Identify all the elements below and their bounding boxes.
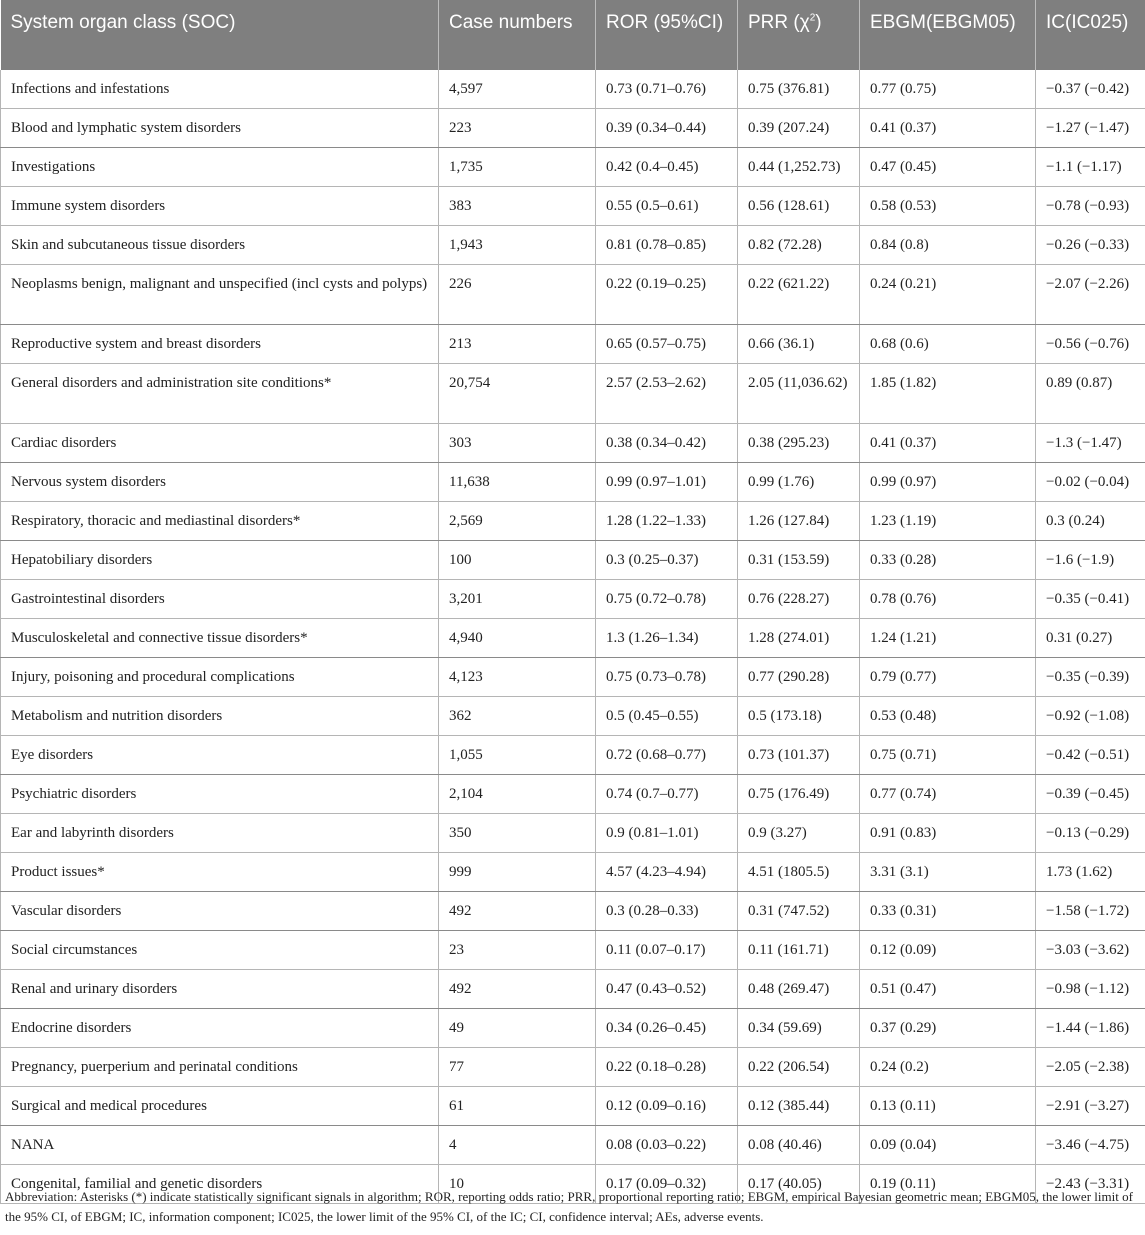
cell-prr: 0.5 (173.18) <box>738 697 860 736</box>
cell-case-numbers: 492 <box>439 892 596 931</box>
cell-ic: −0.98 (−1.12) <box>1036 970 1145 1009</box>
cell-prr: 0.82 (72.28) <box>738 226 860 265</box>
cell-ebgm: 0.78 (0.76) <box>860 580 1036 619</box>
cell-ic: −1.27 (−1.47) <box>1036 109 1145 148</box>
cell-prr: 2.05 (11,036.62) <box>738 364 860 424</box>
cell-ebgm: 0.41 (0.37) <box>860 109 1036 148</box>
cell-prr: 0.39 (207.24) <box>738 109 860 148</box>
cell-prr: 0.22 (621.22) <box>738 265 860 325</box>
cell-ror: 0.5 (0.45–0.55) <box>596 697 738 736</box>
cell-ebgm: 0.99 (0.97) <box>860 463 1036 502</box>
cell-ror: 0.99 (0.97–1.01) <box>596 463 738 502</box>
cell-ebgm: 0.19 (0.11) <box>860 1165 1036 1204</box>
table-row <box>1 226 1145 265</box>
table-row <box>1 109 1145 148</box>
cell-case-numbers: 77 <box>439 1048 596 1087</box>
cell-soc: Congenital, familial and genetic disorders <box>1 1165 439 1204</box>
cell-ic: −0.35 (−0.41) <box>1036 580 1145 619</box>
cell-case-numbers: 4,123 <box>439 658 596 697</box>
cell-ror: 0.3 (0.25–0.37) <box>596 541 738 580</box>
cell-ebgm: 0.68 (0.6) <box>860 325 1036 364</box>
cell-prr: 0.08 (40.46) <box>738 1126 860 1165</box>
cell-case-numbers: 350 <box>439 814 596 853</box>
cell-soc: Ear and labyrinth disorders <box>1 814 439 853</box>
table-row <box>1 364 1145 424</box>
cell-case-numbers: 303 <box>439 424 596 463</box>
cell-soc: Surgical and medical procedures <box>1 1087 439 1126</box>
table-row <box>1 1087 1145 1126</box>
cell-ic: −0.13 (−0.29) <box>1036 814 1145 853</box>
cell-case-numbers: 999 <box>439 853 596 892</box>
cell-prr: 0.73 (101.37) <box>738 736 860 775</box>
cell-soc: Product issues* <box>1 853 439 892</box>
cell-prr: 0.22 (206.54) <box>738 1048 860 1087</box>
cell-ebgm: 1.23 (1.19) <box>860 502 1036 541</box>
cell-ebgm: 0.13 (0.11) <box>860 1087 1036 1126</box>
cell-ebgm: 0.51 (0.47) <box>860 970 1036 1009</box>
cell-ebgm: 0.37 (0.29) <box>860 1009 1036 1048</box>
cell-case-numbers: 61 <box>439 1087 596 1126</box>
table-row <box>1 424 1145 463</box>
cell-ic: 1.73 (1.62) <box>1036 853 1145 892</box>
cell-ic: −0.56 (−0.76) <box>1036 325 1145 364</box>
table-row <box>1 697 1145 736</box>
cell-case-numbers: 362 <box>439 697 596 736</box>
cell-ror: 0.42 (0.4–0.45) <box>596 148 738 187</box>
cell-ic: −3.46 (−4.75) <box>1036 1126 1145 1165</box>
cell-case-numbers: 2,569 <box>439 502 596 541</box>
cell-soc: Reproductive system and breast disorders <box>1 325 439 364</box>
cell-case-numbers: 1,943 <box>439 226 596 265</box>
cell-ror: 0.22 (0.18–0.28) <box>596 1048 738 1087</box>
cell-ror: 0.72 (0.68–0.77) <box>596 736 738 775</box>
cell-ror: 0.08 (0.03–0.22) <box>596 1126 738 1165</box>
cell-ic: 0.31 (0.27) <box>1036 619 1145 658</box>
cell-case-numbers: 492 <box>439 970 596 1009</box>
cell-soc: Investigations <box>1 148 439 187</box>
table-row <box>1 775 1145 814</box>
table-row <box>1 970 1145 1009</box>
table-row <box>1 70 1145 109</box>
table-header-row <box>1 0 1145 70</box>
cell-case-numbers: 4 <box>439 1126 596 1165</box>
cell-prr: 0.44 (1,252.73) <box>738 148 860 187</box>
cell-ebgm: 0.33 (0.31) <box>860 892 1036 931</box>
cell-ror: 0.65 (0.57–0.75) <box>596 325 738 364</box>
cell-ic: −1.6 (−1.9) <box>1036 541 1145 580</box>
table-row <box>1 736 1145 775</box>
cell-soc: Cardiac disorders <box>1 424 439 463</box>
cell-prr: 0.31 (747.52) <box>738 892 860 931</box>
cell-prr: 0.75 (376.81) <box>738 70 860 109</box>
table-row <box>1 931 1145 970</box>
cell-prr: 0.34 (59.69) <box>738 1009 860 1048</box>
cell-ebgm: 0.75 (0.71) <box>860 736 1036 775</box>
table-row <box>1 187 1145 226</box>
cell-ebgm: 0.84 (0.8) <box>860 226 1036 265</box>
cell-case-numbers: 10 <box>439 1165 596 1204</box>
cell-ebgm: 0.24 (0.21) <box>860 265 1036 325</box>
cell-case-numbers: 213 <box>439 325 596 364</box>
table-row <box>1 814 1145 853</box>
cell-soc: Hepatobiliary disorders <box>1 541 439 580</box>
header-case-numbers: Case numbers <box>439 0 596 70</box>
table-footnote: Abbreviation: Asterisks (*) indicate statistically significant signals in algorithm; ROR, reporting odds ratio; PRR, proportional reporting ratio; EBGM, empirical Bayesian geometric mean; EBGM05, the lower limit of the 95% CI, of EBGM; IC, information component; IC025, the lower limit of the 95% CI, of the IC; CI, confidence interval; AEs, adverse events. <box>5 1189 1133 1224</box>
cell-soc: Vascular disorders <box>1 892 439 931</box>
cell-ror: 0.12 (0.09–0.16) <box>596 1087 738 1126</box>
cell-ic: −0.92 (−1.08) <box>1036 697 1145 736</box>
table-row <box>1 325 1145 364</box>
cell-ic: −0.02 (−0.04) <box>1036 463 1145 502</box>
table-row <box>1 1126 1145 1165</box>
cell-ror: 1.28 (1.22–1.33) <box>596 502 738 541</box>
cell-ebgm: 0.09 (0.04) <box>860 1126 1036 1165</box>
table-row <box>1 1009 1145 1048</box>
cell-ror: 0.75 (0.72–0.78) <box>596 580 738 619</box>
cell-case-numbers: 11,638 <box>439 463 596 502</box>
cell-soc: Injury, poisoning and procedural complications <box>1 658 439 697</box>
cell-soc: Blood and lymphatic system disorders <box>1 109 439 148</box>
cell-ic: 0.3 (0.24) <box>1036 502 1145 541</box>
cell-soc: Neoplasms benign, malignant and unspecified (incl cysts and polyps) <box>1 265 439 325</box>
cell-ror: 2.57 (2.53–2.62) <box>596 364 738 424</box>
cell-prr: 0.9 (3.27) <box>738 814 860 853</box>
cell-ic: −1.3 (−1.47) <box>1036 424 1145 463</box>
cell-soc: Eye disorders <box>1 736 439 775</box>
cell-ror: 0.9 (0.81–1.01) <box>596 814 738 853</box>
cell-case-numbers: 383 <box>439 187 596 226</box>
cell-ror: 0.3 (0.28–0.33) <box>596 892 738 931</box>
cell-ror: 0.17 (0.09–0.32) <box>596 1165 738 1204</box>
header-ebgm: EBGM(EBGM05) <box>860 0 1036 70</box>
cell-prr: 1.28 (274.01) <box>738 619 860 658</box>
cell-ic: 0.89 (0.87) <box>1036 364 1145 424</box>
cell-case-numbers: 4,597 <box>439 70 596 109</box>
cell-ic: −0.42 (−0.51) <box>1036 736 1145 775</box>
cell-ebgm: 0.24 (0.2) <box>860 1048 1036 1087</box>
cell-ror: 0.34 (0.26–0.45) <box>596 1009 738 1048</box>
cell-soc: Renal and urinary disorders <box>1 970 439 1009</box>
table-row <box>1 580 1145 619</box>
cell-soc: General disorders and administration site conditions* <box>1 364 439 424</box>
cell-case-numbers: 2,104 <box>439 775 596 814</box>
cell-ic: −0.26 (−0.33) <box>1036 226 1145 265</box>
cell-case-numbers: 4,940 <box>439 619 596 658</box>
cell-soc: Metabolism and nutrition disorders <box>1 697 439 736</box>
cell-ror: 0.11 (0.07–0.17) <box>596 931 738 970</box>
cell-ic: −2.43 (−3.31) <box>1036 1165 1145 1204</box>
cell-ebgm: 0.33 (0.28) <box>860 541 1036 580</box>
cell-case-numbers: 20,754 <box>439 364 596 424</box>
cell-prr: 0.99 (1.76) <box>738 463 860 502</box>
table-row <box>1 502 1145 541</box>
cell-ic: −1.58 (−1.72) <box>1036 892 1145 931</box>
cell-soc: Immune system disorders <box>1 187 439 226</box>
cell-soc: Musculoskeletal and connective tissue disorders* <box>1 619 439 658</box>
table-row <box>1 853 1145 892</box>
table-row <box>1 658 1145 697</box>
cell-prr: 0.11 (161.71) <box>738 931 860 970</box>
cell-case-numbers: 226 <box>439 265 596 325</box>
cell-ror: 0.74 (0.7–0.77) <box>596 775 738 814</box>
cell-case-numbers: 23 <box>439 931 596 970</box>
table-row <box>1 892 1145 931</box>
cell-case-numbers: 100 <box>439 541 596 580</box>
cell-prr: 0.12 (385.44) <box>738 1087 860 1126</box>
cell-ebgm: 0.79 (0.77) <box>860 658 1036 697</box>
cell-ic: −0.78 (−0.93) <box>1036 187 1145 226</box>
cell-ebgm: 1.85 (1.82) <box>860 364 1036 424</box>
cell-ebgm: 0.58 (0.53) <box>860 187 1036 226</box>
cell-ror: 0.73 (0.71–0.76) <box>596 70 738 109</box>
cell-soc: Social circumstances <box>1 931 439 970</box>
cell-soc: Psychiatric disorders <box>1 775 439 814</box>
cell-ic: −0.39 (−0.45) <box>1036 775 1145 814</box>
table-row <box>1 463 1145 502</box>
cell-ic: −1.44 (−1.86) <box>1036 1009 1145 1048</box>
cell-soc: Endocrine disorders <box>1 1009 439 1048</box>
cell-ebgm: 0.12 (0.09) <box>860 931 1036 970</box>
cell-ic: −2.07 (−2.26) <box>1036 265 1145 325</box>
cell-case-numbers: 3,201 <box>439 580 596 619</box>
cell-ror: 0.39 (0.34–0.44) <box>596 109 738 148</box>
header-prr: PRR $(\chi^2)$ <box>738 0 860 70</box>
cell-soc: Nervous system disorders <box>1 463 439 502</box>
cell-soc: Gastrointestinal disorders <box>1 580 439 619</box>
cell-ebgm: 3.31 (3.1) <box>860 853 1036 892</box>
table-row <box>1 1048 1145 1087</box>
cell-ebgm: 0.77 (0.75) <box>860 70 1036 109</box>
cell-case-numbers: 223 <box>439 109 596 148</box>
cell-ic: −1.1 (−1.17) <box>1036 148 1145 187</box>
cell-ror: 0.75 (0.73–0.78) <box>596 658 738 697</box>
cell-ebgm: 1.24 (1.21) <box>860 619 1036 658</box>
cell-case-numbers: 1,055 <box>439 736 596 775</box>
table-row <box>1 619 1145 658</box>
cell-prr: 0.38 (295.23) <box>738 424 860 463</box>
cell-ror: 4.57 (4.23–4.94) <box>596 853 738 892</box>
cell-prr: 0.17 (40.05) <box>738 1165 860 1204</box>
cell-prr: 0.75 (176.49) <box>738 775 860 814</box>
cell-soc: Skin and subcutaneous tissue disorders <box>1 226 439 265</box>
table-body <box>1 70 1145 1204</box>
cell-ebgm: 0.41 (0.37) <box>860 424 1036 463</box>
cell-soc: NANA <box>1 1126 439 1165</box>
cell-case-numbers: 1,735 <box>439 148 596 187</box>
cell-ebgm: 0.53 (0.48) <box>860 697 1036 736</box>
cell-ic: −0.37 (−0.42) <box>1036 70 1145 109</box>
header-ic: IC(IC025) <box>1036 0 1145 70</box>
cell-soc: Respiratory, thoracic and mediastinal disorders* <box>1 502 439 541</box>
cell-ror: 0.22 (0.19–0.25) <box>596 265 738 325</box>
cell-case-numbers: 49 <box>439 1009 596 1048</box>
cell-prr: 4.51 (1805.5) <box>738 853 860 892</box>
superscript-2: 2 <box>809 12 816 24</box>
cell-prr: 0.48 (269.47) <box>738 970 860 1009</box>
cell-prr: 0.56 (128.61) <box>738 187 860 226</box>
table-row <box>1 265 1145 325</box>
cell-prr: 1.26 (127.84) <box>738 502 860 541</box>
cell-ic: −0.35 (−0.39) <box>1036 658 1145 697</box>
cell-ror: 1.3 (1.26–1.34) <box>596 619 738 658</box>
cell-prr: 0.66 (36.1) <box>738 325 860 364</box>
table-row <box>1 541 1145 580</box>
header-ror: ROR (95%CI) <box>596 0 738 70</box>
cell-ebgm: 0.91 (0.83) <box>860 814 1036 853</box>
cell-ror: 0.55 (0.5–0.61) <box>596 187 738 226</box>
cell-prr: 0.76 (228.27) <box>738 580 860 619</box>
cell-ic: −2.91 (−3.27) <box>1036 1087 1145 1126</box>
header-soc: System organ class (SOC) <box>1 0 439 70</box>
cell-ror: 0.38 (0.34–0.42) <box>596 424 738 463</box>
cell-ic: −2.05 (−2.38) <box>1036 1048 1145 1087</box>
cell-prr: 0.31 (153.59) <box>738 541 860 580</box>
cell-ebgm: 0.47 (0.45) <box>860 148 1036 187</box>
cell-ic: −3.03 (−3.62) <box>1036 931 1145 970</box>
cell-ebgm: 0.77 (0.74) <box>860 775 1036 814</box>
cell-soc: Infections and infestations <box>1 70 439 109</box>
table-row <box>1 148 1145 187</box>
cell-ror: 0.81 (0.78–0.85) <box>596 226 738 265</box>
cell-ror: 0.47 (0.43–0.52) <box>596 970 738 1009</box>
cell-soc: Pregnancy, puerperium and perinatal conditions <box>1 1048 439 1087</box>
cell-prr: 0.77 (290.28) <box>738 658 860 697</box>
